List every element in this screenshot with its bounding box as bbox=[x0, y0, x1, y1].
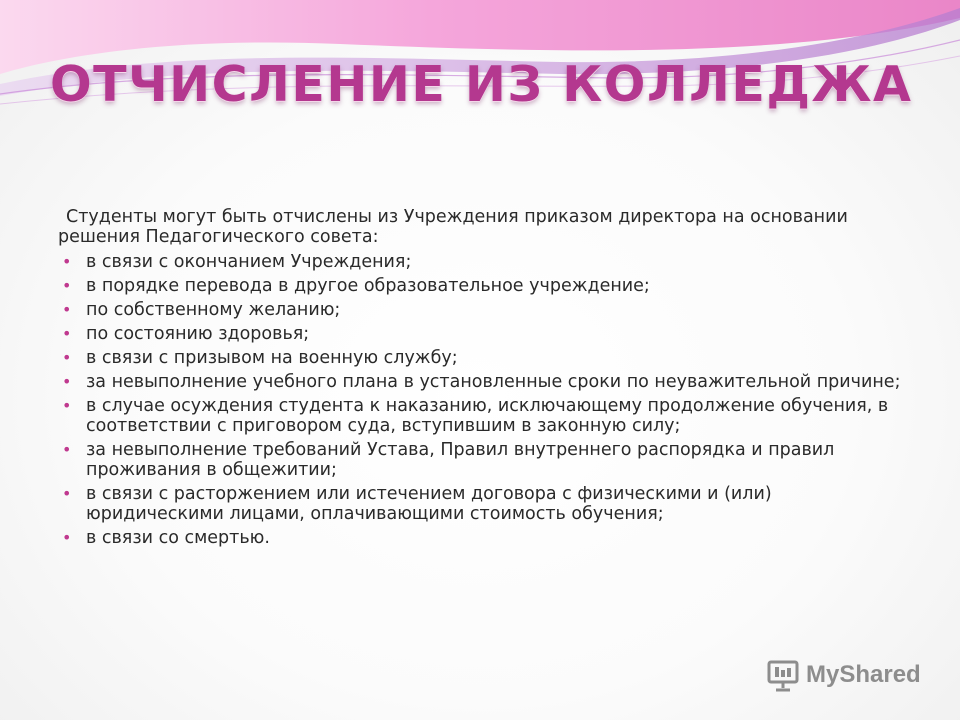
list-item bbox=[58, 348, 908, 368]
list-item-text: по состоянию здоровья; bbox=[86, 324, 310, 344]
intro-text: Студенты могут быть отчислены из Учреждения приказом директора на основании решения Педагогического совета: bbox=[58, 207, 848, 247]
list-item bbox=[58, 396, 908, 436]
watermark-text: MyShared bbox=[806, 661, 921, 688]
reason-list bbox=[58, 252, 908, 552]
watermark bbox=[765, 656, 930, 696]
list-item-text: за невыполнение требований Устава, Правил внутреннего распорядка и правил проживания в общежитии; bbox=[86, 440, 835, 480]
bullet-icon: • bbox=[62, 440, 72, 459]
presentation-board-icon bbox=[765, 658, 801, 694]
list-item bbox=[58, 276, 908, 296]
list-item-text: в связи со смертью. bbox=[86, 528, 270, 548]
list-item bbox=[58, 440, 908, 480]
list-item-text: в связи с окончанием Учреждения; bbox=[86, 252, 412, 272]
bullet-icon: • bbox=[62, 484, 72, 503]
list-item bbox=[58, 252, 908, 272]
list-item bbox=[58, 324, 908, 344]
list-item bbox=[58, 484, 908, 524]
bullet-icon: • bbox=[62, 276, 72, 295]
list-item-text: в связи с призывом на военную службу; bbox=[86, 348, 458, 368]
list-item-text: за невыполнение учебного плана в установленные сроки по неуважительной причине; bbox=[86, 372, 901, 392]
bullet-icon: • bbox=[62, 300, 72, 319]
bullet-icon: • bbox=[62, 348, 72, 367]
list-item bbox=[58, 300, 908, 320]
bullet-icon: • bbox=[62, 528, 72, 547]
list-item-text: по собственному желанию; bbox=[86, 300, 341, 320]
list-item bbox=[58, 528, 908, 548]
bullet-icon: • bbox=[62, 324, 72, 343]
bullet-icon: • bbox=[62, 396, 72, 415]
list-item-text: в связи с расторжением или истечением договора с физическими и (или) юридическими лицами, оплачивающими стоимость обучения; bbox=[86, 484, 772, 524]
slide-title: ОТЧИСЛЕНИЕ ИЗ КОЛЛЕДЖА bbox=[50, 56, 913, 113]
list-item bbox=[58, 372, 908, 392]
list-item-text: в порядке перевода в другое образовательное учреждение; bbox=[86, 276, 650, 296]
bullet-icon: • bbox=[62, 372, 72, 391]
list-item-text: в случае осуждения студента к наказанию, исключающему продолжение обучения, в соответствии с приговором суда, вступившим в законную силу; bbox=[86, 396, 889, 436]
bullet-icon: • bbox=[62, 252, 72, 271]
